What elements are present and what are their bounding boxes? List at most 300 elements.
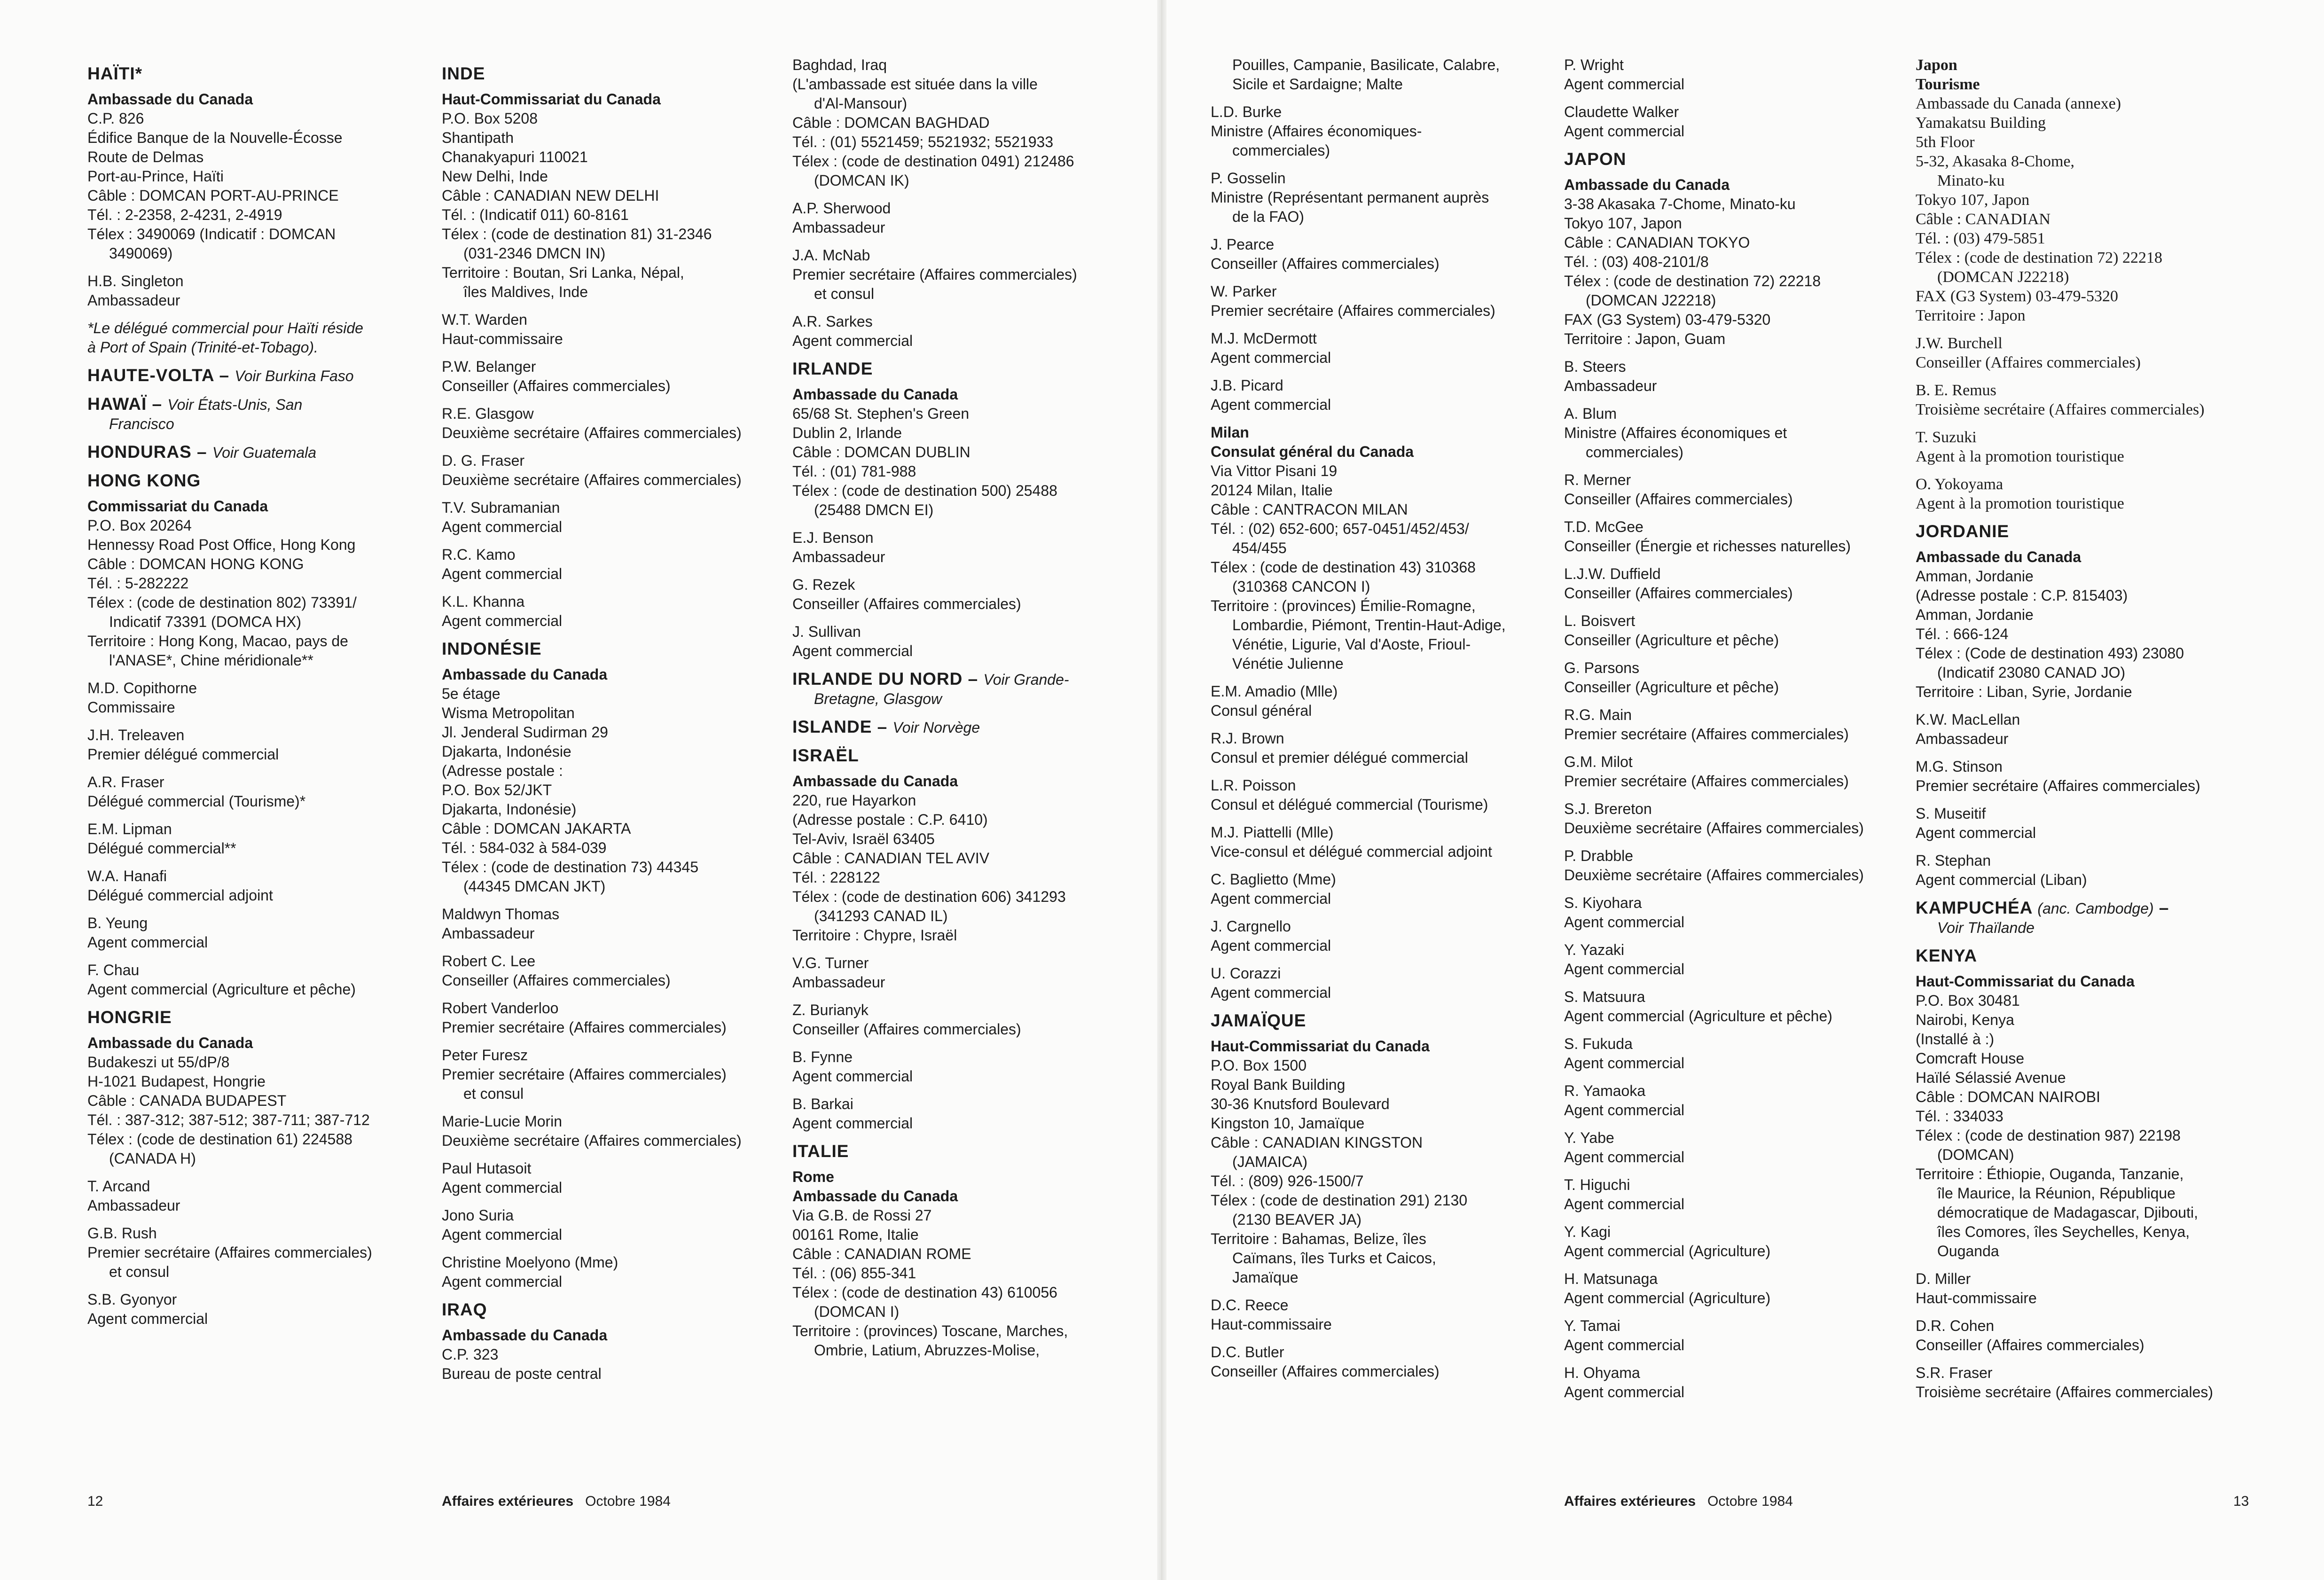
entry-line: T.V. Subramanian [442, 499, 560, 516]
entry-line: Tél. : (809) 926-1500/7 [1211, 1173, 1364, 1189]
entry-line: à Port of Spain (Trinité-et-Tobago). [87, 339, 318, 356]
directory-entry [1916, 710, 2292, 749]
entry-line: Rome [792, 1168, 834, 1185]
country-heading [792, 1142, 1150, 1161]
entry-line: (Adresse postale : C.P. 6410) [792, 811, 988, 828]
entry-line: *Le délégué commercial pour Haïti réside [87, 320, 363, 336]
entry-line: Délégué commercial** [87, 840, 236, 857]
entry-line: T. Higuchi [1564, 1176, 1630, 1193]
directory-entry [87, 1290, 426, 1329]
entry-line: Consul et délégué commercial (Tourisme) [1211, 796, 1488, 813]
entry-line: Agent commercial [792, 332, 913, 349]
entry-line: C.P. 826 [87, 110, 144, 127]
entry-line: Ambassade du Canada [1564, 176, 1730, 193]
directory-entry [792, 246, 1150, 304]
country-heading [1564, 149, 1921, 169]
country-former-name: (anc. Cambodge) [2037, 900, 2154, 917]
entry-line: Caïmans, îles Turks et Caicos, [1232, 1250, 1436, 1267]
entry-line: Ambassadeur [442, 925, 535, 942]
entry-line: Agent commercial [87, 1310, 208, 1327]
entry-line: C.P. 323 [442, 1346, 499, 1363]
entry-line: île Maurice, la Réunion, République [1937, 1185, 2175, 1202]
entry-line: l'ANASE*, Chine méridionale** [109, 652, 313, 669]
entry-line: Chanakyapuri 110021 [442, 149, 588, 165]
country-name: ISLANDE [792, 717, 872, 736]
directory-entry [442, 357, 790, 396]
entry-line: Minato-ku [1937, 172, 2005, 189]
entry-line: Télex : (code de destination 81) 31-2346 [442, 226, 712, 242]
entry-line: Télex : (code de destination 72) 22218 [1564, 273, 1821, 289]
entry-line: Agent commercial [1564, 1337, 1685, 1353]
directory-entry [442, 498, 790, 537]
entry-line: démocratique de Madagascar, Djibouti, [1937, 1204, 2198, 1221]
footer-publication: Affaires extérieures [442, 1494, 574, 1509]
entry-line: (DOMCAN) [1937, 1146, 2014, 1163]
entry-line: Agent commercial [1564, 123, 1685, 140]
entry-line: Vénétie Julienne [1232, 655, 1344, 672]
right-footer [1564, 1494, 1793, 1510]
entry-line: Troisième secrétaire (Affaires commerciales) [1916, 1384, 2214, 1400]
entry-line: Ministre (Affaires économiques- [1211, 123, 1422, 140]
entry-line: Conseiller (Affaires commerciales) [1211, 1363, 1440, 1380]
country-heading [87, 1008, 426, 1027]
directory-entry [1211, 776, 1558, 814]
country-name: KAMPUCHÉA [1916, 898, 2033, 917]
country-name: HONGRIE [87, 1008, 172, 1027]
entry-line: Câble : CANTRACON MILAN [1211, 501, 1408, 518]
mission-title [87, 497, 426, 516]
directory-entry [1564, 611, 1921, 650]
entry-line: S. Fukuda [1564, 1035, 1633, 1052]
entry-line: Y. Tamai [1564, 1317, 1620, 1334]
directory-entry [442, 310, 790, 349]
directory-entry [442, 1112, 790, 1150]
directory-entry [1916, 1269, 2292, 1308]
entry-line: Wisma Metropolitan [442, 704, 575, 721]
entry-line: Dublin 2, Irlande [792, 424, 902, 441]
entry-line: Agent commercial [1564, 1055, 1685, 1072]
left-page-number: 12 [87, 1494, 103, 1509]
entry-line: Haut-Commissariat du Canada [1916, 973, 2135, 990]
cross-reference: Voir Norvège [892, 719, 980, 736]
entry-line: L.R. Poisson [1211, 777, 1296, 794]
entry-line: O. Yokoyama [1916, 476, 2003, 493]
entry-line: S. Matsuura [1564, 988, 1645, 1005]
entry-line: G.B. Rush [87, 1225, 157, 1242]
directory-entry [1916, 804, 2292, 843]
entry-line: Pouilles, Campanie, Basilicate, Calabre, [1232, 56, 1500, 73]
mission-title [1916, 972, 2292, 991]
directory-entry [442, 905, 790, 943]
country-heading: IRLANDE DU NORD – Voir Grande- Bretagne, Glasgow [792, 669, 1150, 709]
entry-line: Agent commercial (Agriculture et pêche) [1564, 1008, 1832, 1025]
entry-line: Z. Burianyk [792, 1001, 869, 1018]
entry-line: Agent commercial [442, 565, 563, 582]
entry-line: Tél. : 228122 [792, 869, 880, 886]
country-name: HONG KONG [87, 471, 201, 490]
cross-reference-cont: Voir Thaïlande [1937, 919, 2034, 936]
entry-line: (310368 CANCON I) [1232, 578, 1370, 595]
right-column-2 [1564, 55, 1921, 1410]
entry-line: (44345 DMCAN JKT) [463, 878, 606, 895]
directory-entry [1211, 461, 1558, 673]
footer-date: Octobre 1984 [1707, 1494, 1793, 1509]
entry-line: T.D. McGee [1564, 518, 1643, 535]
entry-line: Jono Suria [442, 1207, 514, 1224]
country-name: ITALIE [792, 1142, 849, 1161]
entry-line: Agent commercial [1564, 1196, 1685, 1212]
entry-line: Premier délégué commercial [87, 746, 279, 763]
entry-line: Deuxième secrétaire (Affaires commerciales) [442, 1132, 742, 1149]
directory-entry [1916, 428, 2292, 466]
entry-line: Câble : DOMCAN PORT-AU-PRINCE [87, 187, 339, 204]
country-heading [1916, 946, 2292, 965]
entry-line: Premier secrétaire (Affaires commerciales) [1564, 726, 1849, 743]
entry-line: W. Parker [1211, 283, 1277, 300]
country-heading [87, 471, 426, 490]
entry-line: et consul [814, 285, 875, 302]
country-heading: KAMPUCHÉA (anc. Cambodge) – Voir Thaïlande [1916, 898, 2292, 938]
entry-line: Premier secrétaire (Affaires commerciales) [442, 1019, 727, 1036]
entry-line: D.C. Reece [1211, 1297, 1289, 1314]
entry-line: V.G. Turner [792, 954, 869, 971]
entry-line: Ambassadeur [87, 1197, 180, 1214]
entry-line: Vénétie, Ligurie, Val d'Aoste, Frioul- [1232, 636, 1471, 653]
entry-line: D. G. Fraser [442, 452, 525, 469]
left-column-1 [87, 55, 426, 1337]
entry-line: Premier secrétaire (Affaires commerciales) [792, 266, 1077, 283]
entry-line: Agent commercial [1564, 1102, 1685, 1119]
directory-entry [1211, 282, 1558, 321]
cross-reference: Voir Guatemala [212, 444, 317, 461]
entry-line: Télex : (code de destination 802) 73391/ [87, 594, 357, 611]
entry-line: Territoire : Liban, Syrie, Jordanie [1916, 683, 2132, 700]
entry-line: Tél. : 666-124 [1916, 626, 2009, 642]
entry-line: B. Steers [1564, 358, 1626, 375]
entry-line: E.M. Amadio (Mlle) [1211, 683, 1338, 700]
entry-line: Japon [1916, 56, 1957, 74]
entry-line: Via Vittor Pisani 19 [1211, 462, 1338, 479]
directory-entry [442, 1159, 790, 1197]
entry-line: Baghdad, Iraq [792, 56, 887, 73]
country-name: IRAQ [442, 1300, 487, 1319]
left-footer [442, 1494, 671, 1510]
entry-line: J.B. Picard [1211, 377, 1283, 394]
entry-line: S. Kiyohara [1564, 894, 1642, 911]
country-name: IRLANDE DU NORD [792, 669, 963, 688]
entry-line: Télex : (code de destination 0491) 212486 [792, 153, 1074, 170]
directory-entry [87, 109, 426, 263]
entry-line: Ambassadeur [792, 548, 885, 565]
entry-line: Deuxième secrétaire (Affaires commerciales) [1564, 867, 1864, 884]
entry-line: Commissariat du Canada [87, 498, 268, 515]
entry-line: Commissaire [87, 699, 175, 716]
directory-entry [1916, 334, 2292, 372]
entry-line: Télex : (code de destination 72) 22218 [1916, 249, 2162, 266]
entry-line: Budakeszi ut 55/dP/8 [87, 1054, 230, 1071]
entry-line: F. Chau [87, 962, 140, 978]
directory-entry [87, 1053, 426, 1168]
entry-line: B. Fynne [792, 1048, 853, 1065]
country-name: INDE [442, 64, 485, 83]
entry-line: Hennessy Road Post Office, Hong Kong [87, 536, 356, 553]
entry-line: New Delhi, Inde [442, 168, 548, 185]
entry-line: Conseiller (Affaires commerciales) [1916, 1337, 2144, 1353]
country-name: JAMAÏQUE [1211, 1011, 1307, 1030]
entry-line: S.B. Gyonyor [87, 1291, 177, 1308]
entry-line: P.O. Box 20264 [87, 517, 192, 534]
directory-entry [1916, 567, 2292, 702]
directory-entry [1211, 235, 1558, 274]
entry-line: Conseiller (Affaires commerciales) [1916, 354, 2141, 371]
directory-entry [1564, 893, 1921, 932]
entry-line: R. Yamaoka [1564, 1082, 1646, 1099]
country-name: INDONÉSIE [442, 639, 542, 658]
entry-line: H. Matsunaga [1564, 1270, 1658, 1287]
directory-entry [1564, 846, 1921, 885]
entry-line: Agent commercial [442, 518, 563, 535]
entry-line: Câble : CANADIAN [1916, 211, 2051, 228]
entry-line: Claudette Walker [1564, 103, 1679, 120]
country-heading: HAUTE-VOLTA – Voir Burkina Faso [87, 366, 354, 385]
entry-line: 65/68 St. Stephen's Green [792, 405, 970, 422]
directory-entry [1564, 195, 1921, 349]
entry-line: Indicatif 73391 (DOMCA HX) [109, 613, 302, 630]
mission-title [792, 1167, 1150, 1206]
country-heading: HAWAÏ – Voir États-Unis, San Francisco [87, 394, 426, 434]
directory-entry [1564, 705, 1921, 744]
directory-entry [1916, 94, 2292, 325]
directory-entry [442, 684, 790, 896]
directory-entry [442, 404, 790, 443]
directory-entry [87, 679, 426, 717]
entry-line: Lombardie, Piémont, Trentin-Haut-Adige, [1232, 617, 1506, 634]
entry-line: Ambassade du Canada [792, 386, 958, 403]
mission-title [442, 90, 790, 109]
entry-line: Agent à la promotion touristique [1916, 495, 2124, 512]
entry-line: Christine Moelyono (Mme) [442, 1254, 618, 1271]
entry-line: Agent commercial [792, 1068, 913, 1085]
entry-line: commerciales) [1586, 444, 1684, 461]
entry-line: Agent commercial (Agriculture) [1564, 1243, 1771, 1259]
directory-entry [87, 1177, 426, 1215]
entry-line: Tél. : 584-032 à 584-039 [442, 839, 607, 856]
entry-line: îles Maldives, Inde [463, 283, 588, 300]
entry-line: Agent à la promotion touristique [1916, 448, 2124, 465]
entry-line: Câble : CANADIAN TOKYO [1564, 234, 1750, 251]
entry-line: Conseiller (Affaires commerciales) [1564, 491, 1793, 508]
entry-line: Ambassade du Canada [1916, 548, 2081, 565]
entry-line: Télex : (code de destination 43) 310368 [1211, 559, 1476, 576]
entry-line: Premier secrétaire (Affaires commerciales) [87, 1244, 372, 1261]
mission-title [1211, 423, 1558, 461]
entry-line: W.A. Hanafi [87, 868, 167, 884]
entry-line: S.R. Fraser [1916, 1364, 1993, 1381]
directory-entry [87, 1224, 426, 1282]
directory-entry [1211, 1343, 1558, 1381]
entry-line: Comcraft House [1916, 1050, 2025, 1067]
entry-line: Haut-commissaire [1916, 1290, 2037, 1306]
entry-line: P.O. Box 5208 [442, 110, 538, 127]
entry-line: J. Pearce [1211, 236, 1275, 253]
entry-line: Agent commercial [442, 1273, 563, 1290]
entry-line: Édifice Banque de la Nouvelle-Écosse [87, 129, 343, 146]
entry-line: (JAMAICA) [1232, 1153, 1307, 1170]
entry-line: Amman, Jordanie [1916, 606, 2034, 623]
entry-line: E.M. Lipman [87, 821, 172, 837]
country-heading [442, 64, 790, 83]
directory-entry [1564, 1316, 1921, 1355]
entry-line: Ouganda [1937, 1243, 1999, 1259]
directory-entry [792, 404, 1150, 520]
entry-line: Amman, Jordanie [1916, 568, 2034, 585]
entry-line: C. Baglietto (Mme) [1211, 871, 1336, 888]
entry-line: Ministre (Représentant permanent auprès [1211, 189, 1489, 206]
entry-line: W.T. Warden [442, 311, 527, 328]
entry-line: et consul [109, 1263, 170, 1280]
entry-line: Ambassadeur [87, 292, 180, 309]
entry-line: Tél. : (03) 479-5851 [1916, 230, 2045, 247]
entry-line: Consulat général du Canada [1211, 443, 1414, 460]
entry-line: R. Merner [1564, 471, 1631, 488]
directory-entry [1211, 823, 1558, 861]
entry-line: Conseiller (Affaires commerciales) [442, 377, 671, 394]
country-name: HAUTE-VOLTA [87, 366, 214, 385]
entry-line: Télex : (code de destination 500) 25488 [792, 482, 1057, 499]
entry-line: R. Stephan [1916, 852, 1991, 869]
entry-line: 00161 Rome, Italie [792, 1226, 919, 1243]
right-page-number: 13 [2233, 1494, 2249, 1509]
entry-line: Câble : DOMCAN NAIROBI [1916, 1088, 2100, 1105]
entry-line: Territoire : Bahamas, Belize, îles [1211, 1230, 1426, 1247]
entry-line: A.R. Sarkes [792, 313, 873, 330]
entry-line: Premier secrétaire (Affaires commerciales) [1916, 777, 2200, 794]
country-heading [87, 64, 426, 83]
entry-line: (DOMCAN J22218) [1586, 292, 1716, 309]
entry-line: Troisième secrétaire (Affaires commerciales) [1916, 401, 2205, 418]
directory-entry [87, 961, 426, 999]
entry-line: Télex : (code de destination 987) 22198 [1916, 1127, 2181, 1144]
entry-line: FAX (G3 System) 03-479-5320 [1564, 311, 1771, 328]
entry-line: Territoire : Hong Kong, Macao, pays de [87, 633, 348, 649]
entry-line: K.W. MacLellan [1916, 711, 2020, 728]
entry-line: Tél. : (06) 855-341 [792, 1265, 916, 1282]
mission-title [1916, 548, 2292, 567]
directory-entry [442, 451, 790, 490]
entry-line: M.J. Piattelli (Mlle) [1211, 824, 1334, 841]
entry-line: H. Ohyama [1564, 1364, 1640, 1381]
directory-entry [1564, 1363, 1921, 1402]
entry-line: L. Boisvert [1564, 612, 1635, 629]
entry-line: 5e étage [442, 685, 501, 702]
entry-line: (2130 BEAVER JA) [1232, 1211, 1362, 1228]
entry-line: Conseiller (Affaires commerciales) [792, 1021, 1021, 1038]
entry-line: Premier secrétaire (Affaires commerciales) [442, 1066, 727, 1083]
entry-line: (DOMCAN J22218) [1937, 268, 2069, 286]
entry-line: Télex : (code de destination 73) 44345 [442, 859, 699, 876]
directory-entry [792, 1048, 1150, 1086]
entry-line: Agent commercial [1564, 961, 1685, 978]
entry-line: Agent commercial [1564, 1149, 1685, 1165]
entry-line: M.D. Copithorne [87, 680, 197, 696]
entry-line: Haut-commissaire [442, 330, 563, 347]
directory-entry [1211, 964, 1558, 1002]
entry-line: Conseiller (Agriculture et pêche) [1564, 632, 1779, 649]
entry-line: 220, rue Hayarkon [792, 792, 916, 809]
directory-entry [792, 575, 1150, 614]
entry-line: Tél. : 5-282222 [87, 575, 189, 592]
entry-line: Délégué commercial (Tourisme)* [87, 793, 306, 810]
entry-line: 454/455 [1232, 540, 1287, 556]
entry-line: (Adresse postale : C.P. 815403) [1916, 587, 2128, 604]
directory-entry [1564, 1222, 1921, 1261]
directory-entry [442, 1253, 790, 1291]
entry-line: Ambassade du Canada [792, 1188, 958, 1205]
entry-line: J. Cargnello [1211, 918, 1291, 935]
entry-line: 20124 Milan, Italie [1211, 482, 1333, 499]
entry-line: Maldwyn Thomas [442, 906, 560, 923]
mission-title [87, 1033, 426, 1053]
entry-line: (Installé à :) [1916, 1031, 1995, 1048]
entry-line: S.J. Brereton [1564, 800, 1652, 817]
entry-line: Y. Kagi [1564, 1223, 1611, 1240]
entry-line: D.R. Cohen [1916, 1317, 1995, 1334]
directory-entry [1211, 917, 1558, 955]
entry-line: R.C. Kamo [442, 546, 516, 563]
entry-line: Conseiller (Affaires commerciales) [792, 595, 1021, 612]
entry-line: P.W. Belanger [442, 358, 536, 375]
left-column-3 [792, 55, 1150, 1369]
directory-entry [1564, 1034, 1921, 1073]
entry-line: Tél. : (03) 408-2101/8 [1564, 253, 1709, 270]
cross-reference-cont: Bretagne, Glasgow [814, 690, 942, 707]
directory-entry [1564, 564, 1921, 603]
entry-line: Premier secrétaire (Affaires commerciales) [1211, 302, 1495, 319]
entry-line: D.C. Butler [1211, 1344, 1284, 1361]
entry-line: P.O. Box 52/JKT [442, 782, 552, 798]
directory-entry [87, 914, 426, 952]
country-heading [792, 359, 1150, 378]
directory-entry [442, 999, 790, 1037]
cross-reference: Voir Grande- [983, 671, 1069, 688]
entry-line: Câble : DOMCAN HONG KONG [87, 555, 304, 572]
entry-line: Tél. : (Indicatif 011) 60-8161 [442, 206, 629, 223]
entry-line: G. Rezek [792, 576, 855, 593]
directory-entry [1564, 102, 1921, 141]
right-column-1 [1211, 55, 1558, 1390]
entry-line: Télex : (Code de destination 493) 23080 [1916, 645, 2184, 662]
entry-line: (L'ambassade est située dans la ville [792, 76, 1038, 93]
entry-line: R.E. Glasgow [442, 405, 534, 422]
entry-line: Câble : CANADA BUDAPEST [87, 1092, 287, 1109]
entry-line: Télex : 3490069 (Indicatif : DOMCAN [87, 226, 336, 242]
directory-entry [792, 791, 1150, 945]
entry-line: Yamakatsu Building [1916, 114, 2046, 132]
country-heading [442, 639, 790, 658]
directory-entry [442, 1345, 790, 1384]
entry-line: Agent commercial [1916, 824, 2036, 841]
mission-title [1916, 55, 2292, 94]
country-name: ISRAËL [792, 746, 859, 765]
directory-entry [87, 726, 426, 764]
entry-line: Tel-Aviv, Israël 63405 [792, 830, 935, 847]
directory-entry [87, 867, 426, 905]
directory-entry [1564, 799, 1921, 838]
entry-line: Télex : (code de destination 61) 224588 [87, 1131, 352, 1148]
entry-line: Peter Furesz [442, 1047, 528, 1064]
entry-line: A. Blum [1564, 405, 1617, 422]
entry-line: (CANADA H) [109, 1150, 196, 1167]
